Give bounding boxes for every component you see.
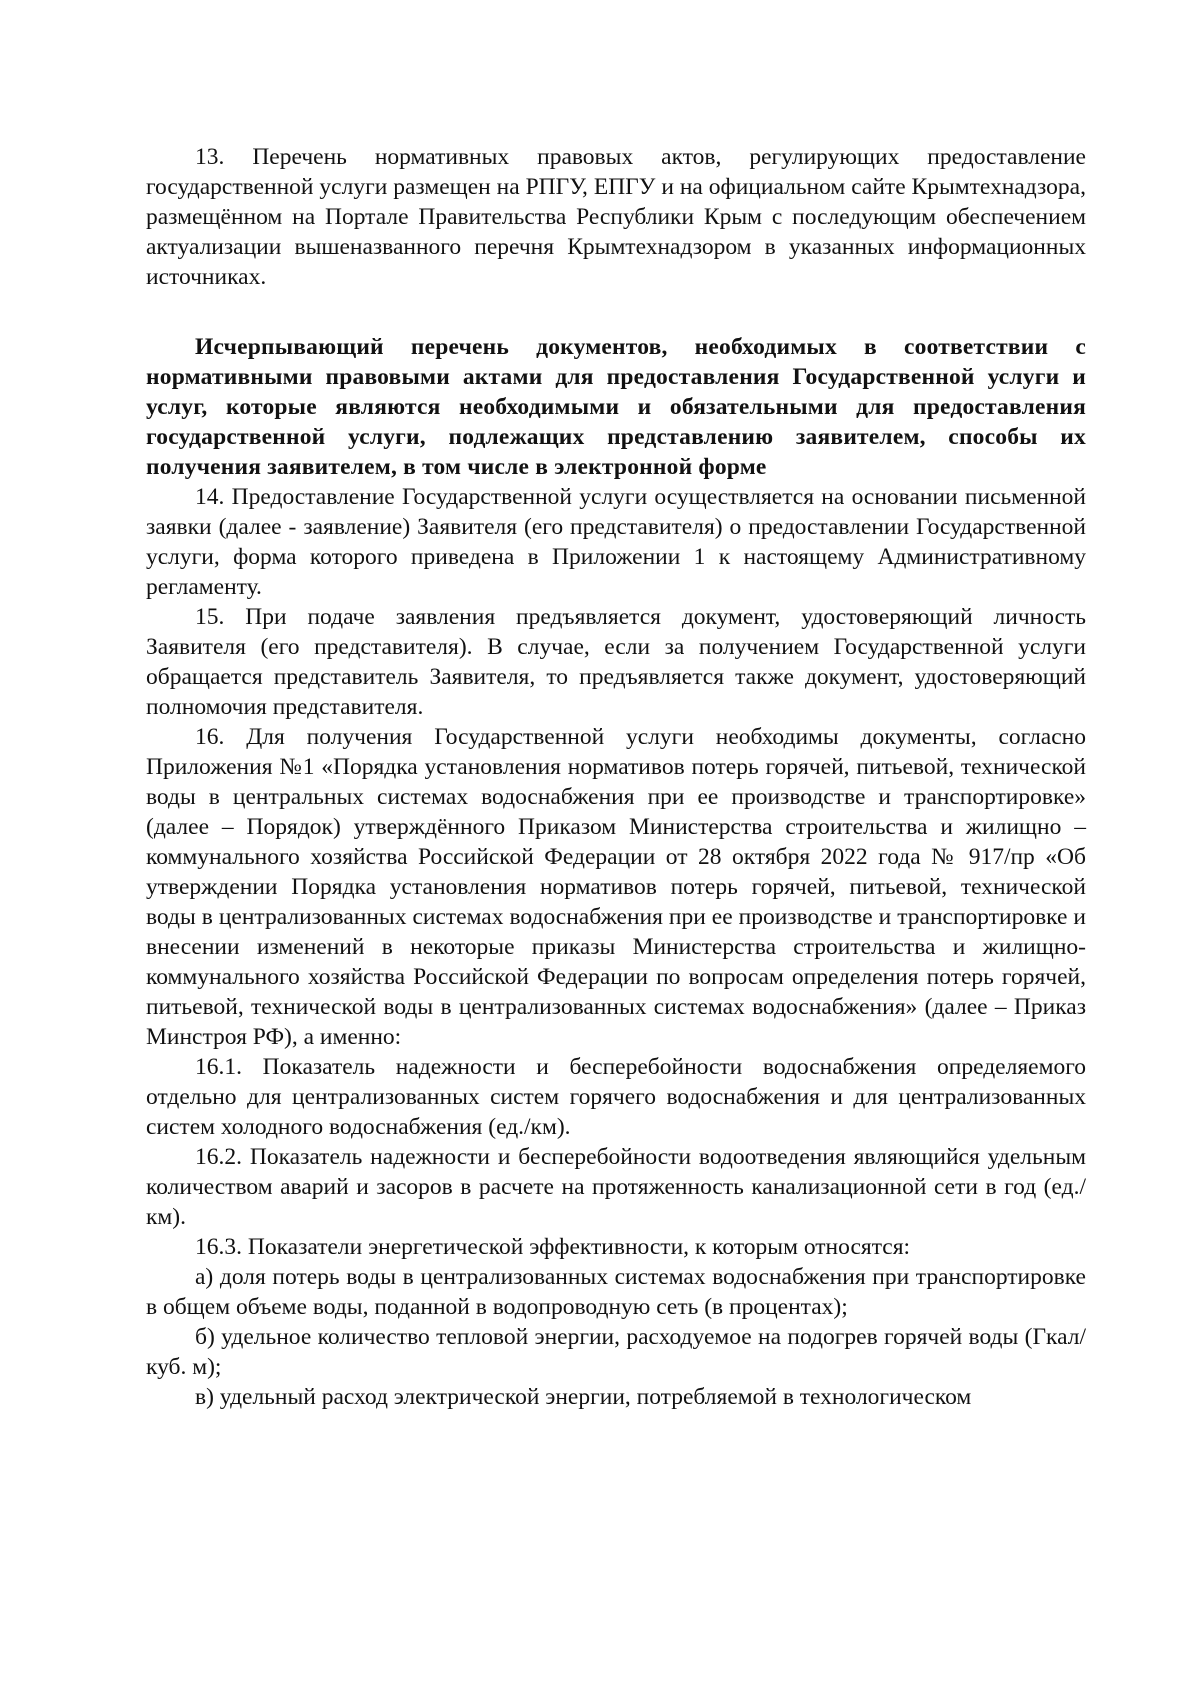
paragraph-16: 16. Для получения Государственной услуги необходимы документы, согласно Приложения №1 «Порядка установления нормативов потерь горячей, питьевой, технической воды в центральных системах водоснабжения при ее производстве и транспортировке» (далее – Порядок) утверждённого Приказом Министерства строительства и жилищно – коммунального хозяйства Российской Федерации от 28 октября 2022 года № 917/пр «Об утверждении Порядка установления нормативов потерь горячей, питьевой, технической воды в централизованных системах водоснабжения при ее производстве и транспортировке и внесении изменений в некоторые приказы Министерства строительства и жилищно-коммунального хозяйства Российской Федерации по вопросам определения потерь горячей, питьевой, технической воды в централизованных системах водоснабжения» (далее – Приказ Минстроя РФ), а именно:: [146, 724, 1086, 1050]
paragraph-16-3: 16.3. Показатели энергетической эффективности, к которым относятся:: [195, 1234, 911, 1260]
list-item-a: а) доля потерь воды в централизованных системах водоснабжения при транспортировке в общем объеме воды, поданной в водопроводную сеть (в процентах);: [146, 1264, 1086, 1320]
paragraph-13: 13. Перечень нормативных правовых актов, регулирующих предоставление государственной услуги размещен на РПГУ, ЕПГУ и на официальном сайте Крымтехнадзора, размещённом на Портале Правительства Республики Крым с последующим обеспечением актуализации вышеназванного перечня Крымтехнадзором в указанных информационных источниках.: [146, 144, 1086, 290]
paragraph-14: 14. Предоставление Государственной услуги осуществляется на основании письменной заявки (далее - заявление) Заявителя (его представителя) о предоставлении Государственной услуги, форма которого приведена в Приложении 1 к настоящему Административному регламенту.: [146, 484, 1086, 600]
paragraph-16-2: 16.2. Показатель надежности и бесперебойности водоотведения являющийся удельным количеством аварий и засоров в расчете на протяженность канализационной сети в год (ед./км).: [146, 1144, 1086, 1230]
document-page: [146, 142, 1086, 1412]
section-heading: Исчерпывающий перечень документов, необходимых в соответствии с нормативными правовыми актами для предоставления Государственной услуги и услуг, которые являются необходимыми и обязательными для предоставления государственной услуги, подлежащих представлению заявителем, способы их получения заявителем, в том числе в электронной форме: [146, 334, 1086, 480]
paragraph-15: 15. При подаче заявления предъявляется документ, удостоверяющий личность Заявителя (его представителя). В случае, если за получением Государственной услуги обращается представитель Заявителя, то предъявляется также документ, удостоверяющий полномочия представителя.: [146, 604, 1086, 720]
paragraph-16-1: 16.1. Показатель надежности и бесперебойности водоснабжения определяемого отдельно для централизованных систем горячего водоснабжения и для централизованных систем холодного водоснабжения (ед./км).: [146, 1054, 1086, 1140]
list-item-v: в) удельный расход электрической энергии, потребляемой в технологическом: [195, 1384, 972, 1410]
list-item-b: б) удельное количество тепловой энергии, расходуемое на подогрев горячей воды (Гкал/куб. м);: [146, 1324, 1086, 1380]
